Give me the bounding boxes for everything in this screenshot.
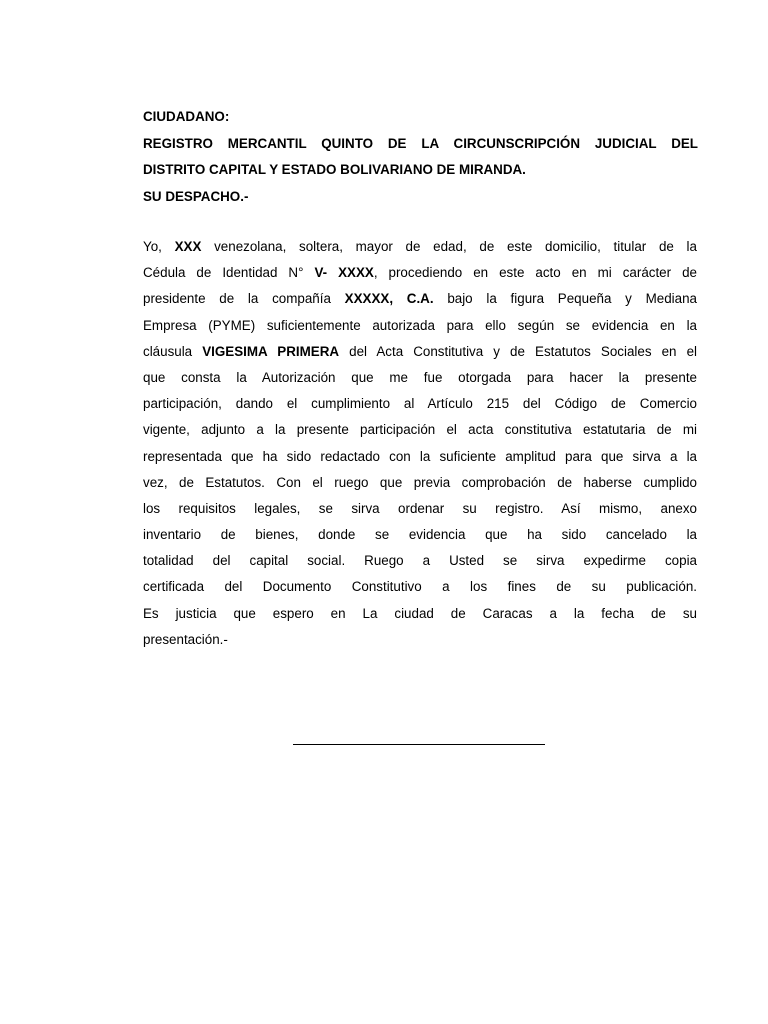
body-line: representada que ha sido redactado con la suficiente amplitud para que sirva a la: [143, 448, 697, 464]
salutation: CIUDADANO:: [143, 109, 230, 124]
clause-name: VIGESIMA PRIMERA: [202, 343, 340, 359]
letter-header: [143, 104, 698, 210]
body-text: cláusula: [143, 343, 193, 359]
body-line: [143, 260, 697, 286]
applicant-name: XXX: [174, 239, 202, 254]
body-text: venezolana, soltera, mayor de edad, de este domicilio, titular de la: [214, 239, 697, 254]
body-line: participación, dando el cumplimiento al Artículo 215 del Código de Comercio: [143, 396, 697, 412]
body-text: Yo,: [143, 239, 162, 254]
body-line: los requisitos legales, se sirva ordenar su registro. Así mismo, anexo: [143, 500, 697, 516]
body-text: Cédula de Identidad N°: [143, 265, 304, 281]
body-line: vez, de Estatutos. Con el ruego que previa comprobación de haberse cumplido: [143, 474, 697, 490]
body-line: Es justicia que espero en La ciudad de Caracas a la fecha de su: [143, 605, 697, 621]
body-line: vigente, adjunto a la presente participación el acta constitutiva estatutaria de mi: [143, 422, 697, 438]
company-name: XXXXX, C.A.: [344, 291, 434, 307]
body-text: bajo la figura Pequeña y Mediana: [447, 291, 697, 307]
body-text: , procediendo en este acto en mi carácter de: [373, 265, 697, 281]
letter-body: [143, 234, 697, 653]
id-number: V- XXXX: [314, 265, 374, 281]
body-line: Empresa (PYME) suficientemente autorizada para ello según se evidencia en la: [143, 317, 697, 333]
body-text: del Acta Constitutiva y de Estatutos Sociales en el: [349, 343, 697, 359]
registry-name-end: DEL: [671, 135, 698, 151]
registry-line-2: DISTRITO CAPITAL Y ESTADO BOLIVARIANO DE MIRANDA.: [143, 162, 526, 177]
body-line: inventario de bienes, donde se evidencia que ha sido cancelado la: [143, 527, 697, 543]
body-line: totalidad del capital social. Ruego a Usted se sirva expedirme copia: [143, 553, 697, 569]
body-line: [143, 339, 697, 365]
body-line: [143, 286, 697, 312]
body-line: certificada del Documento Constitutivo a los fines de su publicación.: [143, 579, 697, 595]
body-line: presentación.-: [143, 631, 228, 647]
body-text: presidente de la compañía: [143, 291, 331, 307]
registry-line-1: [143, 131, 698, 158]
closing-greeting: SU DESPACHO.-: [143, 188, 249, 204]
body-line: [143, 234, 697, 260]
registry-name: REGISTRO MERCANTIL QUINTO DE LA CIRCUNSCRIPCIÓN JUDICIAL: [143, 135, 657, 151]
signature-line: [293, 744, 545, 745]
body-line: que consta la Autorización que me fue otorgada para hacer la presente: [143, 369, 697, 385]
